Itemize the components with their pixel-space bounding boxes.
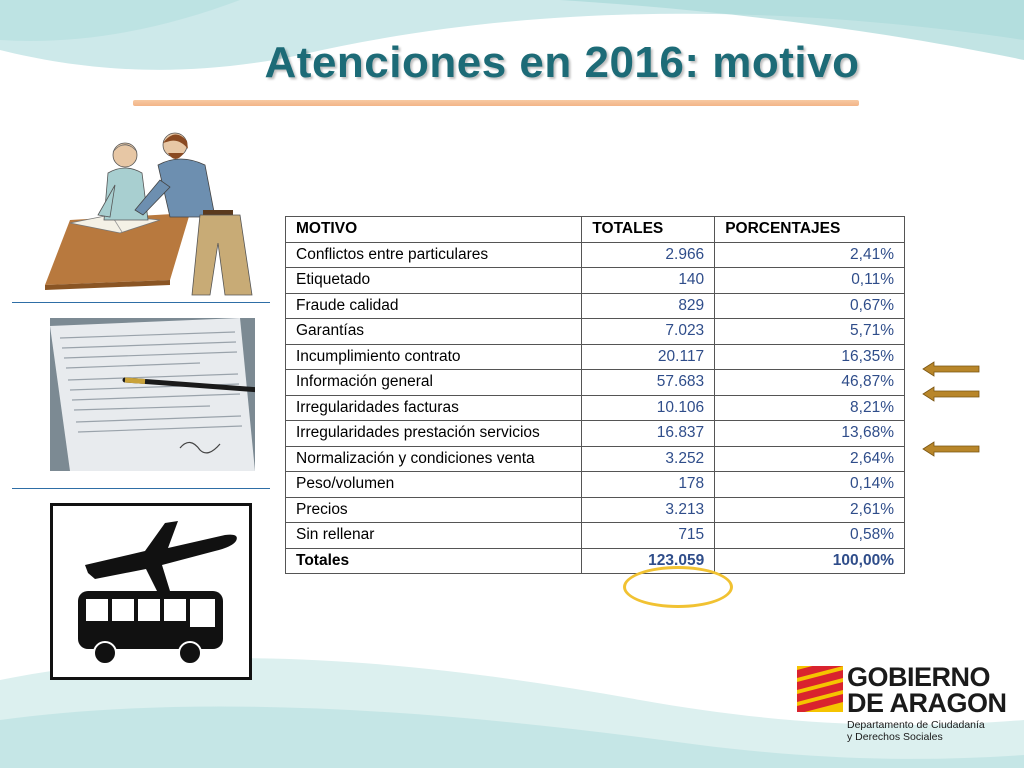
left-arrow-icon	[922, 361, 980, 377]
title-underline	[133, 100, 859, 106]
cell-porcentaje: 5,71%	[715, 319, 905, 345]
cell-total: 10.106	[582, 395, 715, 421]
header-totales: TOTALES	[582, 217, 715, 243]
cell-porcentaje: 2,64%	[715, 446, 905, 472]
cell-motivo: Incumplimiento contrato	[286, 344, 582, 370]
divider-line	[12, 302, 270, 303]
cell-porcentaje: 2,41%	[715, 242, 905, 268]
cell-porcentaje: 46,87%	[715, 370, 905, 396]
table-row	[286, 268, 905, 294]
table-row	[286, 472, 905, 498]
table-row	[286, 421, 905, 447]
table-row	[286, 497, 905, 523]
logo-line-2: DE ARAGON	[847, 688, 1007, 718]
table-row	[286, 344, 905, 370]
cell-total: 20.117	[582, 344, 715, 370]
table-row	[286, 446, 905, 472]
cell-total: 16.837	[582, 421, 715, 447]
header-porcentajes: PORCENTAJES	[715, 217, 905, 243]
cell-motivo: Etiquetado	[286, 268, 582, 294]
cell-motivo: Peso/volumen	[286, 472, 582, 498]
cell-total: 2.966	[582, 242, 715, 268]
cell-porcentaje: 0,58%	[715, 523, 905, 549]
table-totals-row	[286, 548, 905, 574]
document-with-pen-photo	[50, 318, 255, 471]
page-title: Atenciones en 2016: motivo	[264, 38, 860, 87]
gobierno-aragon-logo	[797, 660, 1007, 745]
divider-line	[12, 488, 270, 489]
logo-subtitle-1: Departamento de Ciudadanía	[847, 719, 985, 731]
cell-total: 3.213	[582, 497, 715, 523]
cell-total: 829	[582, 293, 715, 319]
cell-total: 140	[582, 268, 715, 294]
cell-total: 178	[582, 472, 715, 498]
cell-motivo: Precios	[286, 497, 582, 523]
cell-motivo: Normalización y condiciones venta	[286, 446, 582, 472]
table-row	[286, 319, 905, 345]
totals-label: Totales	[286, 548, 582, 574]
logo-line-1: GOBIERNO	[847, 662, 991, 692]
airplane-bus-pictogram	[50, 503, 252, 680]
cell-motivo: Fraude calidad	[286, 293, 582, 319]
motivos-table	[285, 216, 905, 574]
totals-total: 123.059	[582, 548, 715, 574]
cell-motivo: Irregularidades prestación servicios	[286, 421, 582, 447]
cell-motivo: Sin rellenar	[286, 523, 582, 549]
cell-motivo: Información general	[286, 370, 582, 396]
left-arrow-icon	[922, 441, 980, 457]
aragon-flag-icon	[797, 666, 843, 712]
table-row	[286, 293, 905, 319]
cell-porcentaje: 0,11%	[715, 268, 905, 294]
logo-subtitle-2: y Derechos Sociales	[847, 731, 943, 743]
cell-total: 3.252	[582, 446, 715, 472]
totals-porcentaje: 100,00%	[715, 548, 905, 574]
left-arrow-icon	[922, 386, 980, 402]
cell-motivo: Irregularidades facturas	[286, 395, 582, 421]
table-header-row	[286, 217, 905, 243]
cell-motivo: Conflictos entre particulares	[286, 242, 582, 268]
cell-motivo: Garantías	[286, 319, 582, 345]
cell-porcentaje: 0,67%	[715, 293, 905, 319]
cell-total: 715	[582, 523, 715, 549]
total-highlight-ellipse	[623, 566, 733, 608]
header-motivo: MOTIVO	[286, 217, 582, 243]
table-row	[286, 370, 905, 396]
cell-porcentaje: 13,68%	[715, 421, 905, 447]
cell-total: 57.683	[582, 370, 715, 396]
table-row	[286, 523, 905, 549]
cell-porcentaje: 16,35%	[715, 344, 905, 370]
table-row	[286, 242, 905, 268]
cell-porcentaje: 8,21%	[715, 395, 905, 421]
cell-total: 7.023	[582, 319, 715, 345]
table-row	[286, 395, 905, 421]
cell-porcentaje: 2,61%	[715, 497, 905, 523]
cell-porcentaje: 0,14%	[715, 472, 905, 498]
people-reading-illustration	[40, 125, 260, 300]
